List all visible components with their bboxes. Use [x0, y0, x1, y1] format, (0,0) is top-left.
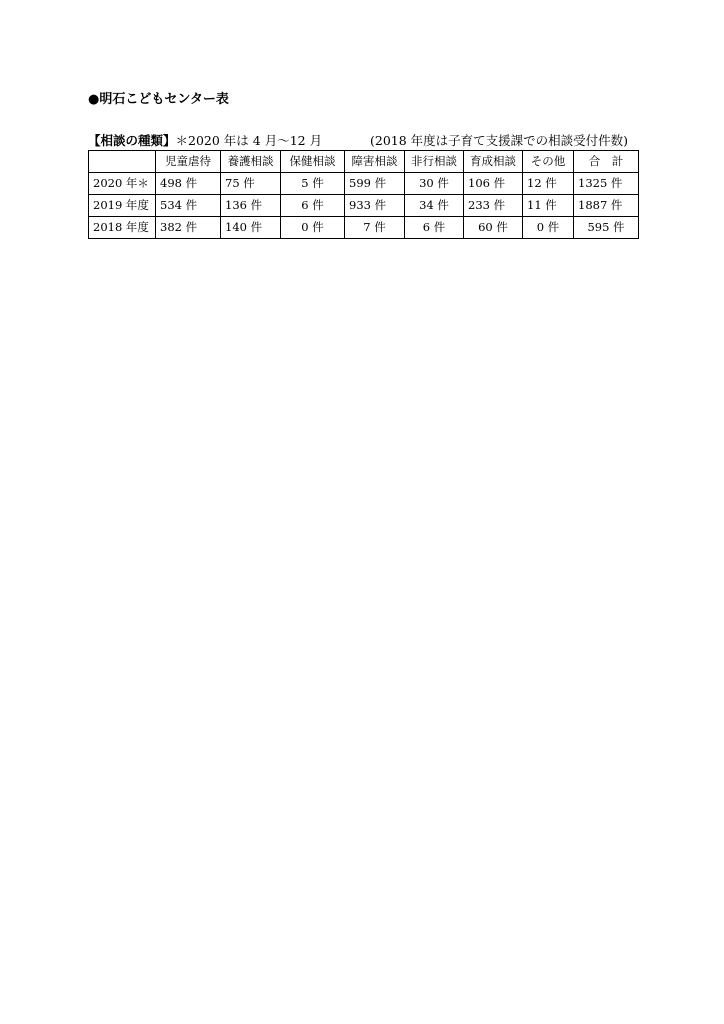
table-header-row — [89, 151, 639, 173]
caption-heading: 【相談の種類】 — [88, 133, 176, 148]
caption-period-note: ＊2020 年は 4 月～12 月 — [175, 133, 323, 148]
table-row — [89, 217, 639, 239]
header-health: 保健相談 — [281, 151, 345, 173]
header-corner — [89, 151, 156, 173]
cell-disability: 599 件 — [345, 173, 405, 195]
caption-source-note: (2018 年度は子育て支援課での相談受付件数) — [370, 133, 629, 148]
document-title: ●明石こどもセンター表 — [88, 92, 229, 107]
table-row — [89, 173, 639, 195]
cell-care: 140 件 — [221, 217, 281, 239]
cell-other: 0 件 — [523, 217, 574, 239]
header-total: 合 計 — [574, 151, 639, 173]
consultation-table — [88, 150, 639, 239]
cell-delinquency: 6 件 — [405, 217, 464, 239]
header-care: 養護相談 — [221, 151, 281, 173]
cell-total: 1887 件 — [574, 195, 639, 217]
header-disability: 障害相談 — [345, 151, 405, 173]
cell-upbringing: 60 件 — [464, 217, 523, 239]
cell-disability: 7 件 — [345, 217, 405, 239]
caption-left — [88, 131, 322, 149]
cell-care: 136 件 — [221, 195, 281, 217]
cell-child-abuse: 382 件 — [156, 217, 221, 239]
table-row — [89, 195, 639, 217]
cell-other: 11 件 — [523, 195, 574, 217]
cell-disability: 933 件 — [345, 195, 405, 217]
cell-health: 6 件 — [281, 195, 345, 217]
cell-child-abuse: 534 件 — [156, 195, 221, 217]
cell-health: 5 件 — [281, 173, 345, 195]
row-label: 2018 年度 — [89, 217, 156, 239]
row-label: 2019 年度 — [89, 195, 156, 217]
cell-total: 595 件 — [574, 217, 639, 239]
row-label: 2020 年＊ — [89, 173, 156, 195]
cell-upbringing: 233 件 — [464, 195, 523, 217]
cell-delinquency: 34 件 — [405, 195, 464, 217]
cell-care: 75 件 — [221, 173, 281, 195]
cell-delinquency: 30 件 — [405, 173, 464, 195]
header-other: その他 — [523, 151, 574, 173]
header-delinquency: 非行相談 — [405, 151, 464, 173]
header-upbringing: 育成相談 — [464, 151, 523, 173]
cell-other: 12 件 — [523, 173, 574, 195]
cell-child-abuse: 498 件 — [156, 173, 221, 195]
cell-upbringing: 106 件 — [464, 173, 523, 195]
header-child-abuse: 児童虐待 — [156, 151, 221, 173]
cell-health: 0 件 — [281, 217, 345, 239]
cell-total: 1325 件 — [574, 173, 639, 195]
table-caption — [88, 131, 640, 149]
